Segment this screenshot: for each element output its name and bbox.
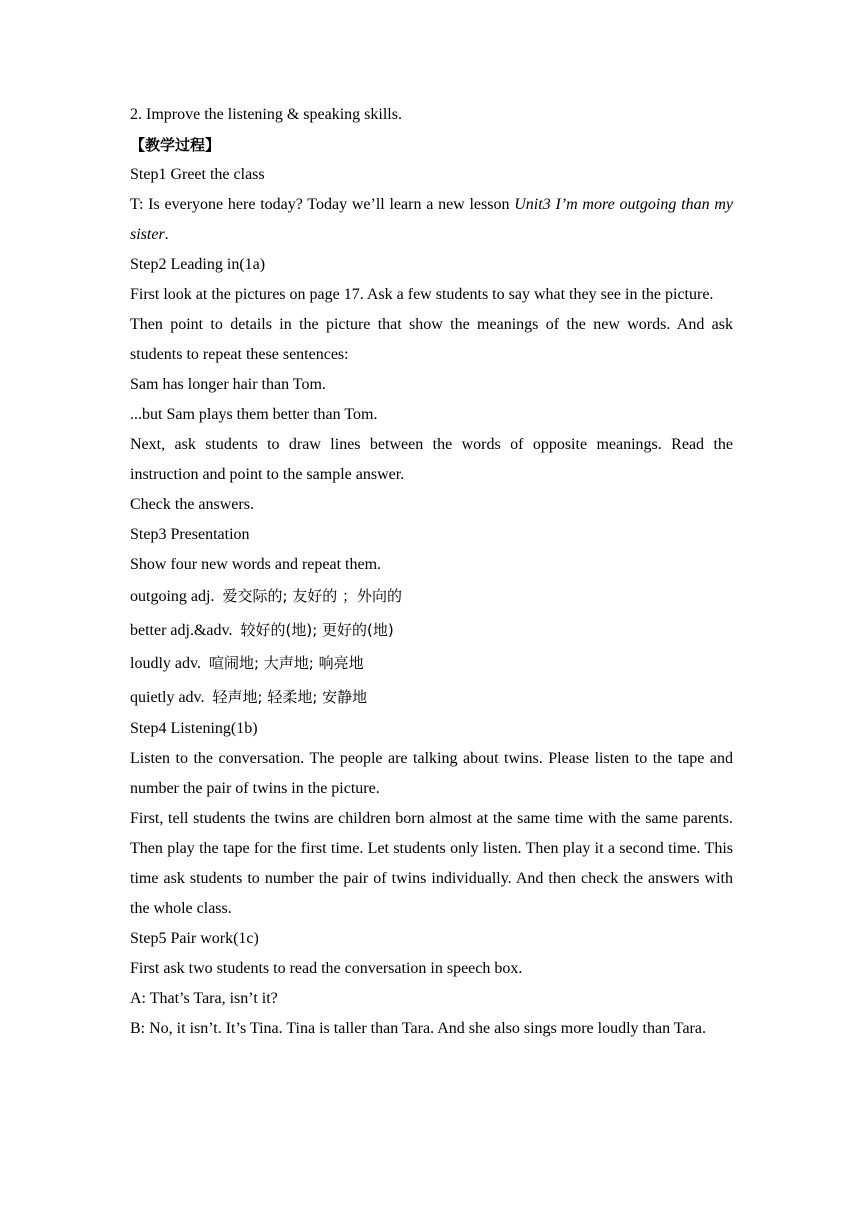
step2-title: Step2 Leading in(1a) [130, 256, 266, 273]
step1-text [130, 190, 733, 250]
step1-text-a: T: Is everyone here today? Today we’ll learn a new lesson [130, 196, 515, 213]
step4-title: Step4 Listening(1b) [130, 720, 258, 737]
step2-sentence-1: Sam has longer hair than Tom. [130, 376, 326, 393]
step5-title: Step5 Pair work(1c) [130, 930, 259, 947]
vocab-item [130, 647, 733, 681]
vocab-item [130, 681, 733, 715]
vocab-meaning: 轻声地; 轻柔地; 安静地 [212, 687, 368, 706]
step4-paragraph-1: Listen to the conversation. The people are talking about twins. Please listen to the tape and number the pair of twins in the picture. [130, 750, 733, 797]
step3-title: Step3 Presentation [130, 526, 250, 543]
step5-paragraph-1: First ask two students to read the conversation in speech box. [130, 960, 523, 977]
vocab-meaning: 较好的(地); 更好的(地) [240, 620, 394, 639]
dialogue-line-a: A: That’s Tara, isn’t it? [130, 990, 278, 1007]
vocab-word: outgoing adj. [130, 588, 215, 605]
vocab-meaning: 喧闹地; 大声地; 响亮地 [208, 654, 364, 672]
vocab-meaning: 爱交际的; 友好的 ；外向的 [222, 587, 403, 605]
vocab-word: quietly adv. [130, 688, 205, 706]
step3-paragraph-1: Show four new words and repeat them. [130, 556, 382, 573]
document-page [130, 100, 733, 1044]
dialogue-line-b: B: No, it isn’t. It’s Tina. Tina is taller than Tara. And she also sings more loudly than Tara. [130, 1020, 706, 1037]
step2-sentence-2: ...but Sam plays them better than Tom. [130, 406, 378, 423]
vocab-word: loudly adv. [130, 655, 201, 672]
step4-paragraph-2: First, tell students the twins are children born almost at the same time with the same parents. Then play the tape for the first time. Let students only listen. Then play it a second time. This time ask students to number the pair of twins individually. And then check the answers with the whole class. [130, 810, 733, 917]
step2-paragraph-4: Check the answers. [130, 496, 254, 513]
step1-text-b: . [164, 226, 169, 243]
step2-paragraph-1: First look at the pictures on page 17. Ask a few students to say what they see in the picture. [130, 286, 714, 303]
vocab-word: better adj.&adv. [130, 621, 233, 639]
objective-2: 2. Improve the listening & speaking skills. [130, 106, 402, 123]
vocab-item [130, 614, 733, 648]
step1-title: Step1 Greet the class [130, 166, 265, 183]
step2-paragraph-2: Then point to details in the picture that show the meanings of the new words. And ask students to repeat these sentences: [130, 316, 733, 363]
vocab-item [130, 580, 733, 614]
step2-paragraph-3: Next, ask students to draw lines between the words of opposite meanings. Read the instruction and point to the sample answer. [130, 436, 733, 483]
lesson-title: Unit3 I’m more outgoing than my sister [130, 196, 733, 243]
section-heading: 【教学过程】 [130, 136, 221, 154]
